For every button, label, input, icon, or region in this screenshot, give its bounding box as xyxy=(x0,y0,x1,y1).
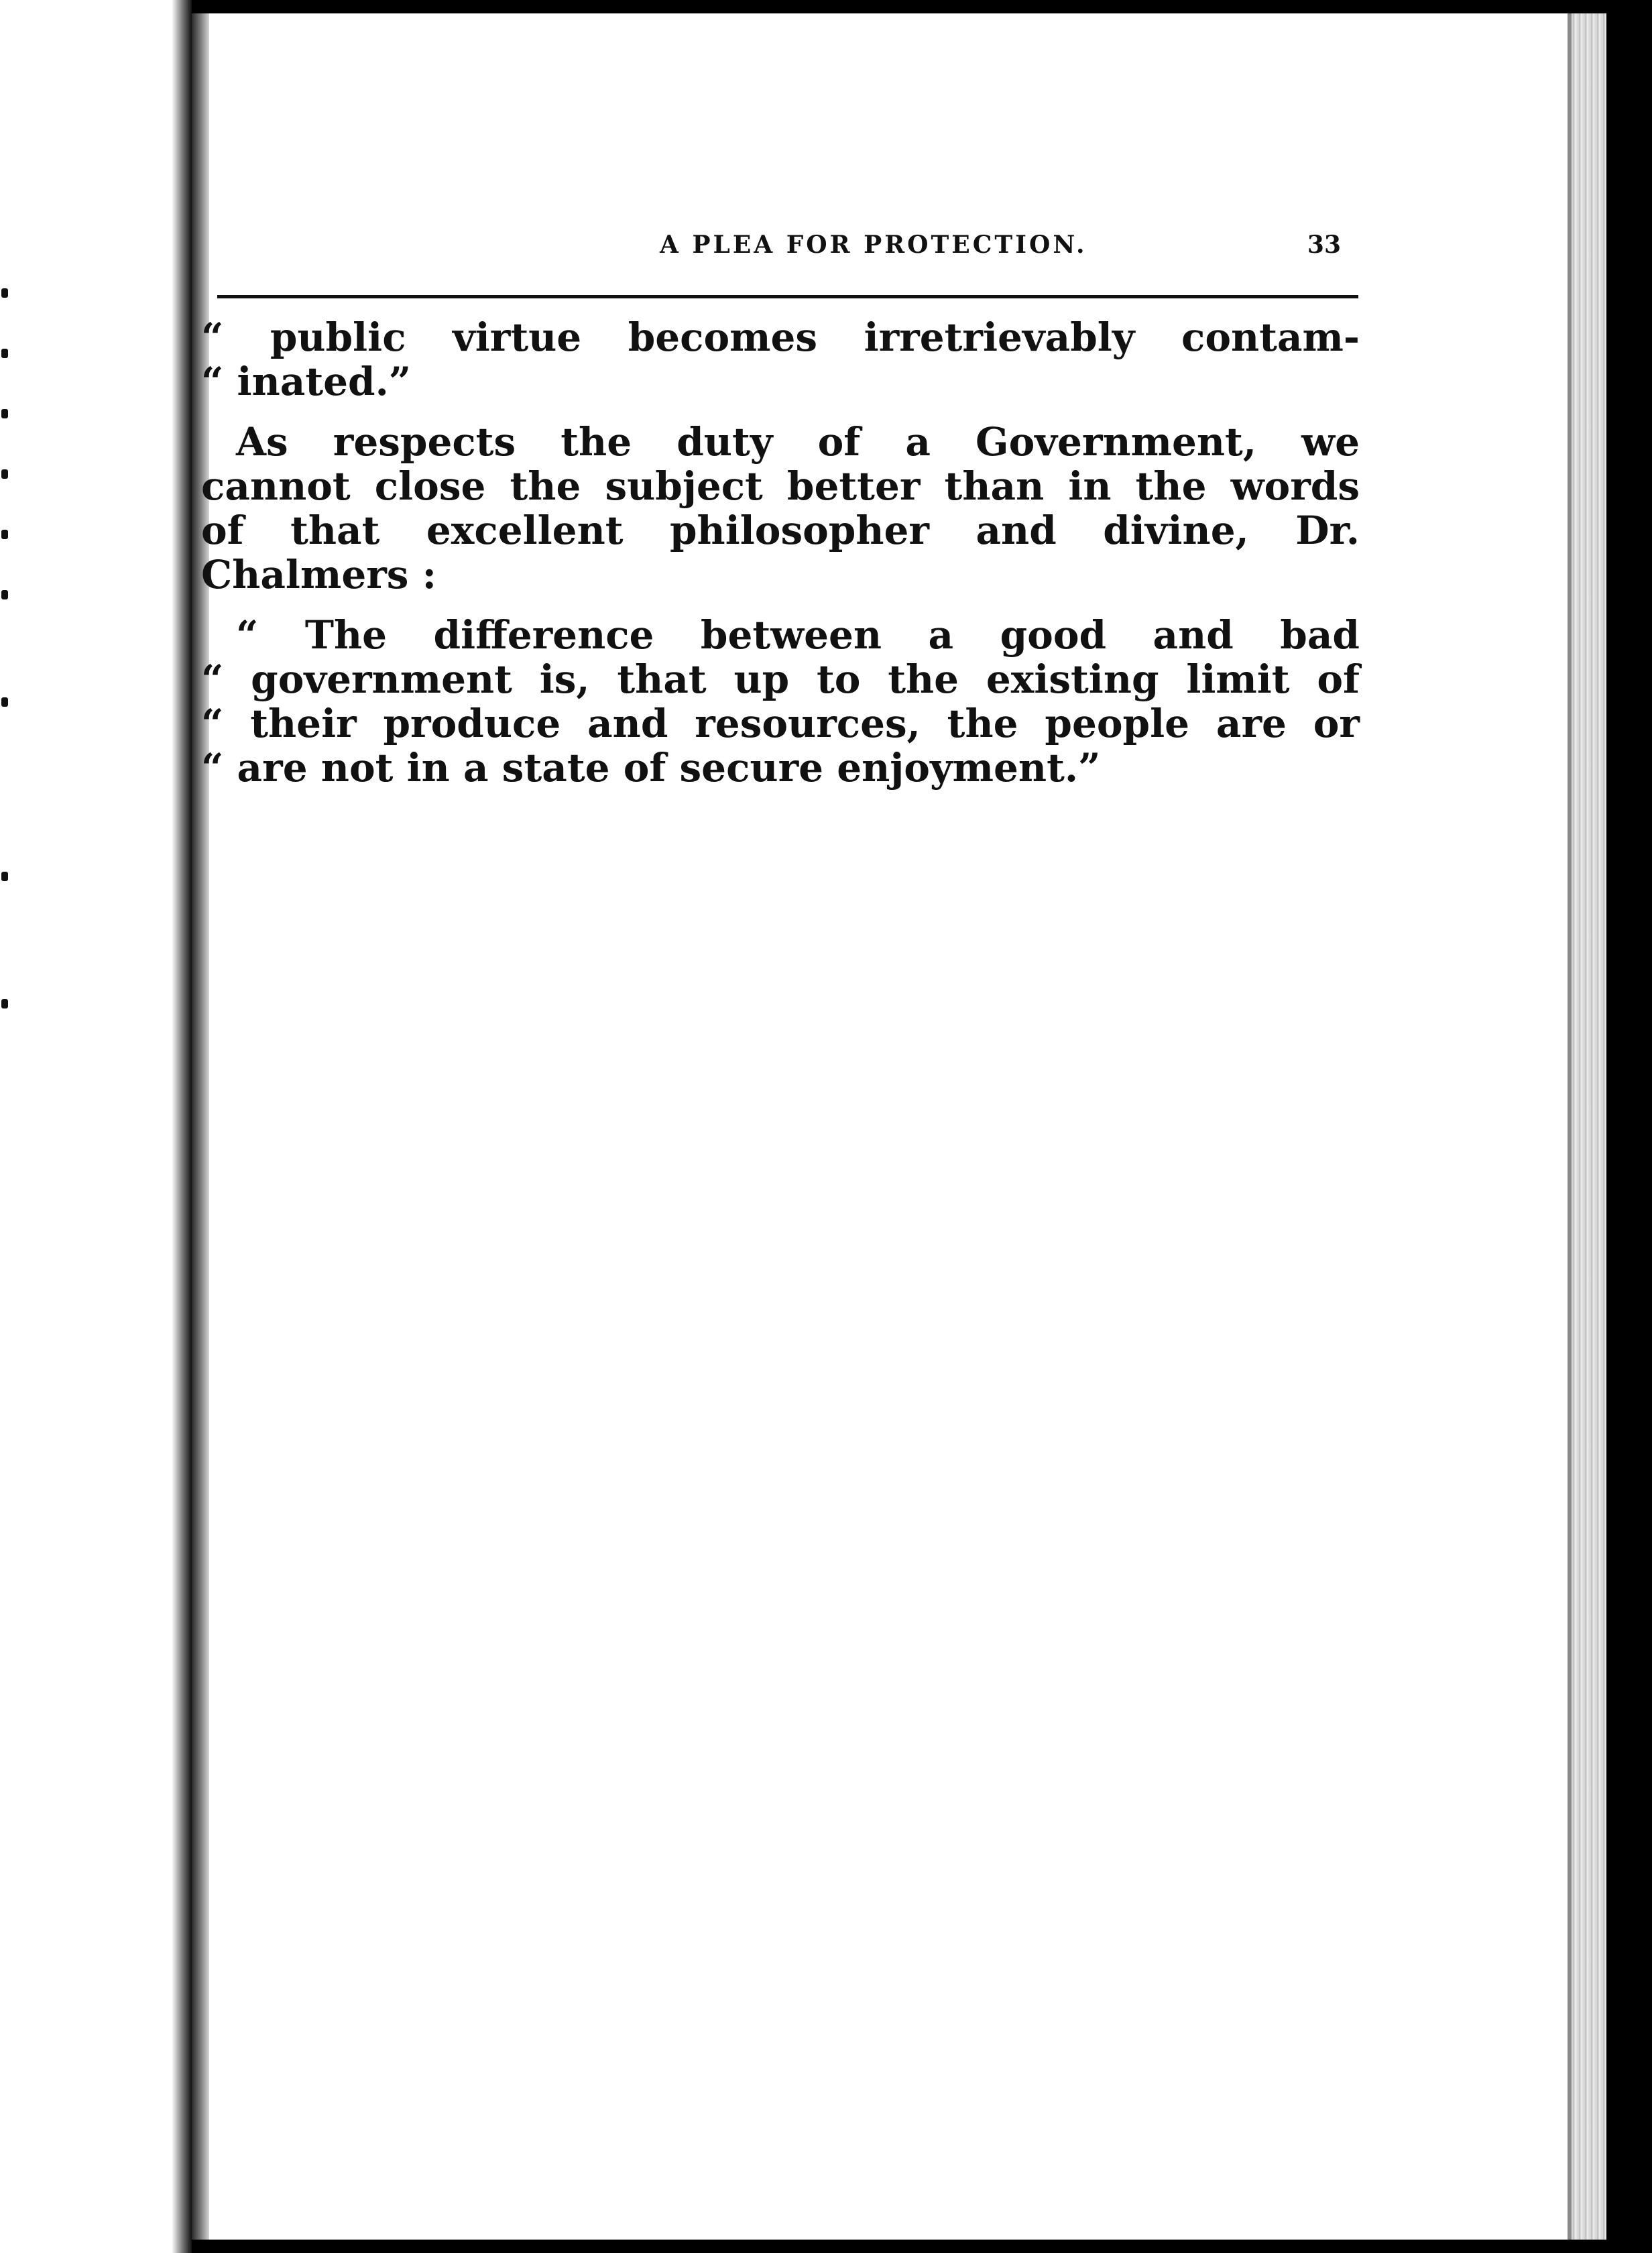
text-line: cannot close the subject better than in the words xyxy=(201,463,1360,509)
text-line: “ are not in a state of secure enjoyment.” xyxy=(201,745,1101,791)
page-number: 33 xyxy=(1307,231,1341,259)
text-line: of that excellent philosopher and divine, Dr. xyxy=(201,508,1360,553)
text-line: “ their produce and resources, the people are or xyxy=(201,701,1360,746)
header-rule xyxy=(217,295,1358,298)
facing-page-mark xyxy=(1,872,8,881)
text-line: “ public virtue becomes irretrievably contam- xyxy=(201,314,1360,360)
body-text xyxy=(201,315,1360,790)
page-fore-edge xyxy=(1572,13,1606,2240)
running-head xyxy=(201,215,1341,268)
binding-shadow xyxy=(172,0,192,2253)
facing-page-mark xyxy=(1,697,8,707)
facing-page-mark xyxy=(1,349,8,358)
paragraph-chalmers-quote xyxy=(201,613,1360,790)
facing-page-mark xyxy=(1,530,8,539)
facing-page-mark xyxy=(1,999,8,1008)
facing-page-edge xyxy=(0,0,192,2253)
text-line: “ government is, that up to the existing limit of xyxy=(201,656,1360,702)
text-line: “ The difference between a good and bad xyxy=(236,612,1360,658)
text-line: Chalmers : xyxy=(201,552,437,597)
paragraph-quote-end xyxy=(201,315,1360,404)
paragraph-duty-of-government xyxy=(201,420,1360,597)
facing-page-mark xyxy=(1,590,8,599)
facing-page-mark xyxy=(1,469,8,479)
facing-page-mark xyxy=(1,409,8,418)
text-line: As respects the duty of a Government, we xyxy=(236,419,1360,465)
facing-page-mark xyxy=(1,288,8,298)
running-title: A PLEA FOR PROTECTION. xyxy=(660,231,1087,259)
text-line: “ inated.” xyxy=(201,359,412,404)
